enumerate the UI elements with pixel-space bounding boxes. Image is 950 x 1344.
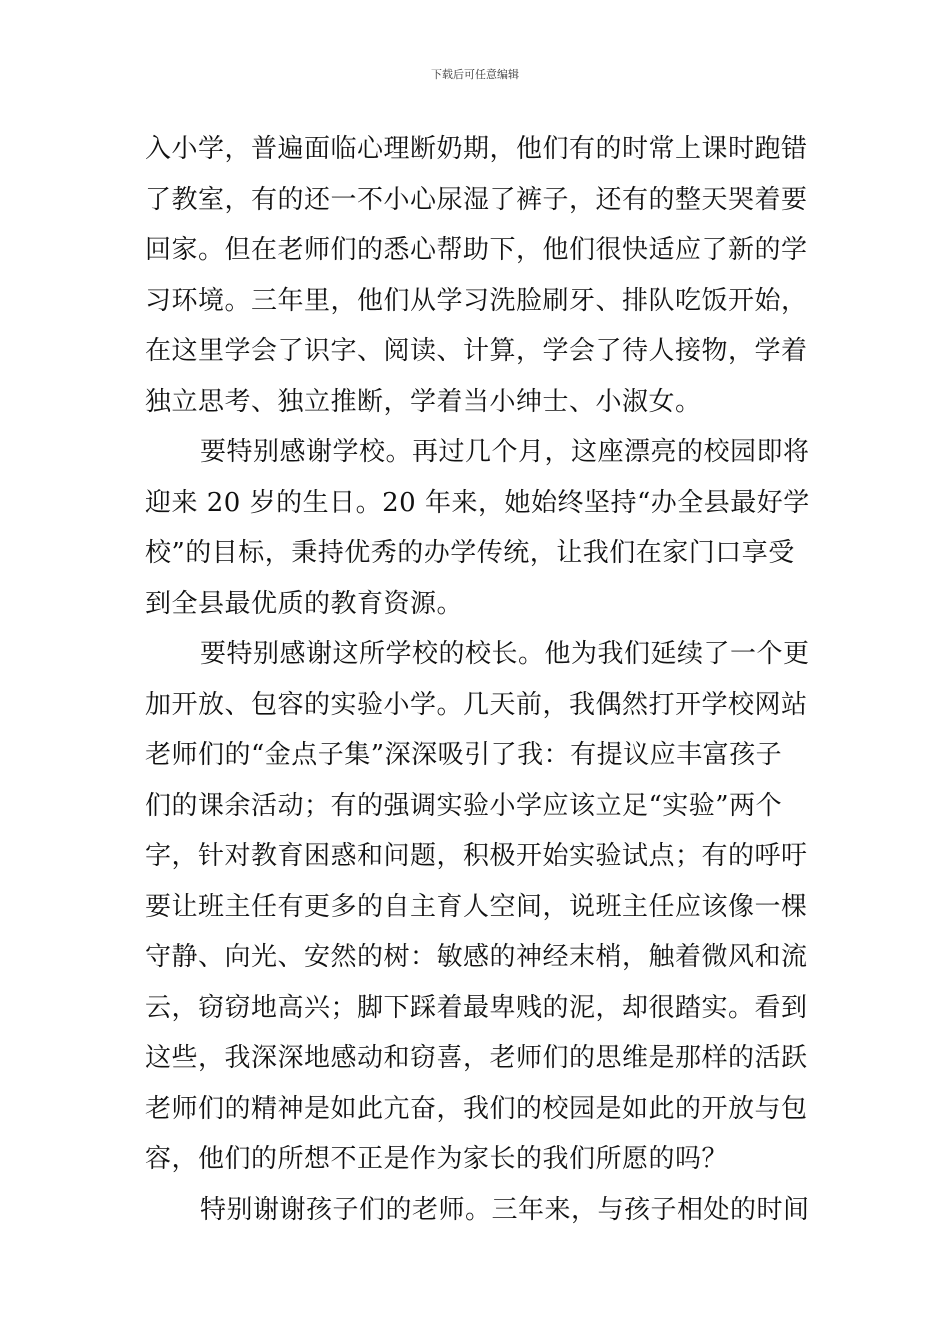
text-line: 容，他们的所想不正是作为家长的我们所愿的吗？: [145, 1144, 729, 1174]
text-line: 特别谢谢孩子们的老师。三年来，与孩子相处的时间: [200, 1194, 810, 1225]
text-line: 加开放、包容的实验小学。几天前，我偶然打开学校网站: [145, 689, 808, 720]
text-line: 守静、向光、安然的树：敏感的神经末梢，触着微风和流: [145, 942, 808, 972]
text-line: 习环境。三年里，他们从学习洗脸刷牙、排队吃饭开始，: [145, 285, 808, 316]
text-line: 独立思考、独立推断，学着当小绅士、小淑女。: [145, 386, 702, 417]
text-line: 到全县最优质的教育资源。: [145, 588, 464, 619]
text-line: 了教室，有的还一不小心尿湿了裤子，还有的整天哭着要: [145, 184, 808, 215]
text-line: 老师们的精神是如此亢奋，我们的校园是如此的开放与包: [145, 1093, 808, 1124]
text-line: 老师们的“金点子集”深深吸引了我：有提议应丰富孩子: [145, 740, 783, 770]
document-body: [145, 124, 810, 1235]
text-line: 们的课余活动；有的强调实验小学应该立足“实验”两个: [145, 790, 783, 821]
text-line: 要特别感谢学校。再过几个月，这座漂亮的校园即将: [200, 437, 810, 467]
page-header: 下载后可任意编辑: [431, 68, 519, 81]
text-line: 要特别感谢这所学校的校长。他为我们延续了一个更: [200, 639, 810, 669]
text-line: 入小学，普遍面临心理断奶期，他们有的时常上课时跑错: [145, 134, 808, 164]
text-line: 要让班主任有更多的自主育人空间，说班主任应该像一棵: [145, 891, 808, 922]
text-line: 回家。但在老师们的悉心帮助下，他们很快适应了新的学: [145, 235, 808, 265]
text-line: 在这里学会了识字、阅读、计算，学会了待人接物，学着: [145, 336, 808, 366]
text-line: 校”的目标，秉持优秀的办学传统，让我们在家门口享受: [145, 538, 795, 568]
text-line: 迎来 20 岁的生日。20 年来，她始终坚持“办全县最好学: [145, 487, 810, 518]
text-line: 这些，我深深地感动和窃喜，老师们的思维是那样的活跃: [145, 1043, 808, 1073]
text-line: 字，针对教育困惑和问题，积极开始实验试点；有的呼吁: [145, 841, 808, 871]
text-line: 云，窃窃地高兴；脚下踩着最卑贱的泥，却很踏实。看到: [145, 992, 808, 1023]
